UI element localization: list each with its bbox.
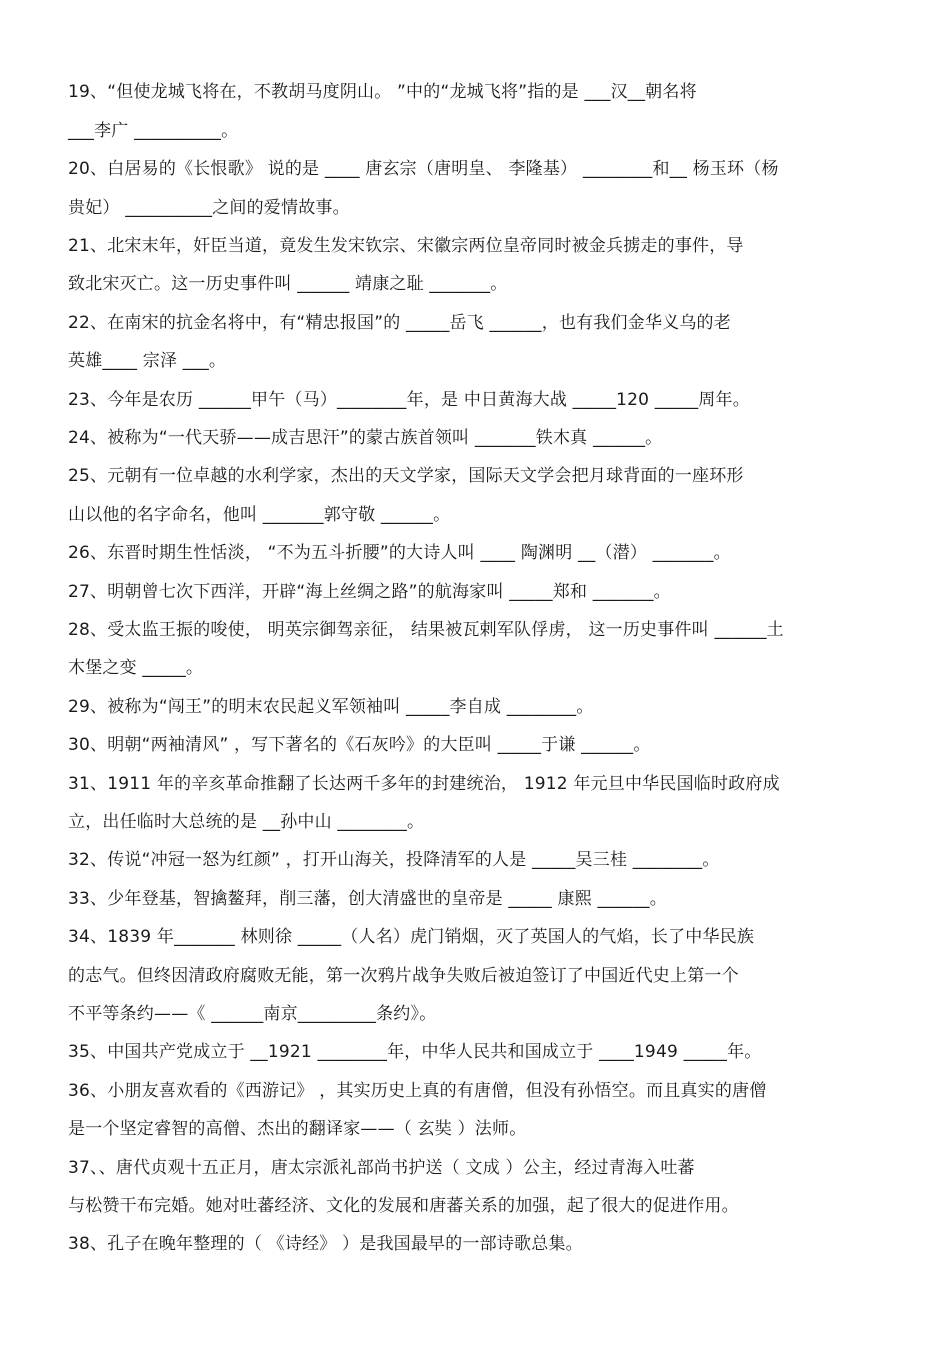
q31-line-2: 立，出任临时大总统的是 __孙中山 ________。 bbox=[68, 812, 425, 832]
q22-line-1: 22、在南宋的抗金名将中，有“精忠报国”的 _____岳飞 ______，也有我们金华义乌的老 bbox=[68, 313, 731, 333]
q29-line: 29、被称为“闯王”的明末农民起义军领袖叫 _____李自成 ________。 bbox=[68, 697, 594, 717]
q36-line-2: 是一个坚定睿智的高僧、杰出的翻译家——（ 玄奘 ）法师。 bbox=[68, 1119, 527, 1139]
q34-line-2: 的志气。但终因清政府腐败无能，第一次鸦片战争失败后被迫签订了中国近代史上第一个 bbox=[68, 966, 739, 986]
q37-line-2: 与松赞干布完婚。她对吐蕃经济、文化的发展和唐蕃关系的加强，起了很大的促进作用。 bbox=[68, 1196, 739, 1216]
q23-line: 23、今年是农历 ______甲午（马）________年，是 中日黄海大战 _____120 _____周年。 bbox=[68, 390, 750, 410]
q19-line-2: ___李广 __________。 bbox=[68, 121, 239, 141]
q32-line: 32、传说“冲冠一怒为红颜” ，打开山海关，投降清军的人是 _____吴三桂 ________。 bbox=[68, 850, 720, 870]
q20-line-2: 贵妃） __________之间的爱情故事。 bbox=[68, 198, 350, 218]
q38-line: 38、孔子在晚年整理的（ 《诗经》 ）是我国最早的一部诗歌总集。 bbox=[68, 1234, 583, 1254]
q25-line-2: 山以他的名字命名，他叫 _______郭守敬 ______。 bbox=[68, 505, 451, 525]
q30-line: 30、明朝“两袖清风” ，写下著名的《石灰吟》的大臣叫 _____于谦 ______。 bbox=[68, 735, 651, 755]
q36-line-1: 36、小朋友喜欢看的《西游记》 ，其实历史上真的有唐僧，但没有孙悟空。而且真实的唐僧 bbox=[68, 1081, 767, 1101]
q19-line-1: 19、“但使龙城飞将在，不教胡马度阴山。 ”中的“龙城飞将”指的是 ___汉__朝名将 bbox=[68, 82, 697, 102]
q34-line-1: 34、1839 年_______ 林则徐 _____（人名）虎门销烟，灭了英国人的气焰，长了中华民族 bbox=[68, 927, 755, 947]
q22-line-2: 英雄____ 宗泽 ___。 bbox=[68, 351, 227, 371]
q33-line: 33、少年登基，智擒鳌拜，削三藩，创大清盛世的皇帝是 _____ 康熙 ______。 bbox=[68, 889, 667, 909]
q20-line-1: 20、白居易的《长恨歌》 说的是 ____ 唐玄宗（唐明皇、 李隆基） ________和__ 杨玉环（杨 bbox=[68, 159, 779, 179]
q24-line: 24、被称为“一代天骄——成吉思汗”的蒙古族首领叫 _______铁木真 ______。 bbox=[68, 428, 663, 448]
q28-line-1: 28、受太监王振的唆使， 明英宗御驾亲征， 结果被瓦剌军队俘虏， 这一历史事件叫 ______土 bbox=[68, 620, 784, 640]
q28-line-2: 木堡之变 _____。 bbox=[68, 658, 204, 678]
q35-line: 35、中国共产党成立于 __1921 ________年，中华人民共和国成立于 ____1949 _____年。 bbox=[68, 1042, 762, 1062]
q21-line-2: 致北宋灭亡。这一历史事件叫 ______ 靖康之耻 _______。 bbox=[68, 274, 508, 294]
q37-line-1: 37、、唐代贞观十五正月，唐太宗派礼部尚书护送（ 文成 ）公主，经过青海入吐蕃 bbox=[68, 1158, 695, 1178]
q34-line-3: 不平等条约——《 ______南京_________条约》。 bbox=[68, 1004, 437, 1024]
q21-line-1: 21、北宋末年，奸臣当道，竟发生发宋钦宗、宋徽宗两位皇帝同时被金兵掳走的事件，导 bbox=[68, 236, 744, 256]
q26-line: 26、东晋时期生性恬淡， “不为五斗折腰”的大诗人叫 ____ 陶渊明 __（潜） _______。 bbox=[68, 543, 731, 563]
q27-line: 27、明朝曾七次下西洋，开辟“海上丝绸之路”的航海家叫 _____郑和 _______。 bbox=[68, 582, 671, 602]
q31-line-1: 31、1911 年的辛亥革命推翻了长达两千多年的封建统治， 1912 年元旦中华民国临时政府成 bbox=[68, 774, 780, 794]
q25-line-1: 25、元朝有一位卓越的水利学家，杰出的天文学家，国际天文学会把月球背面的一座环形 bbox=[68, 466, 744, 486]
